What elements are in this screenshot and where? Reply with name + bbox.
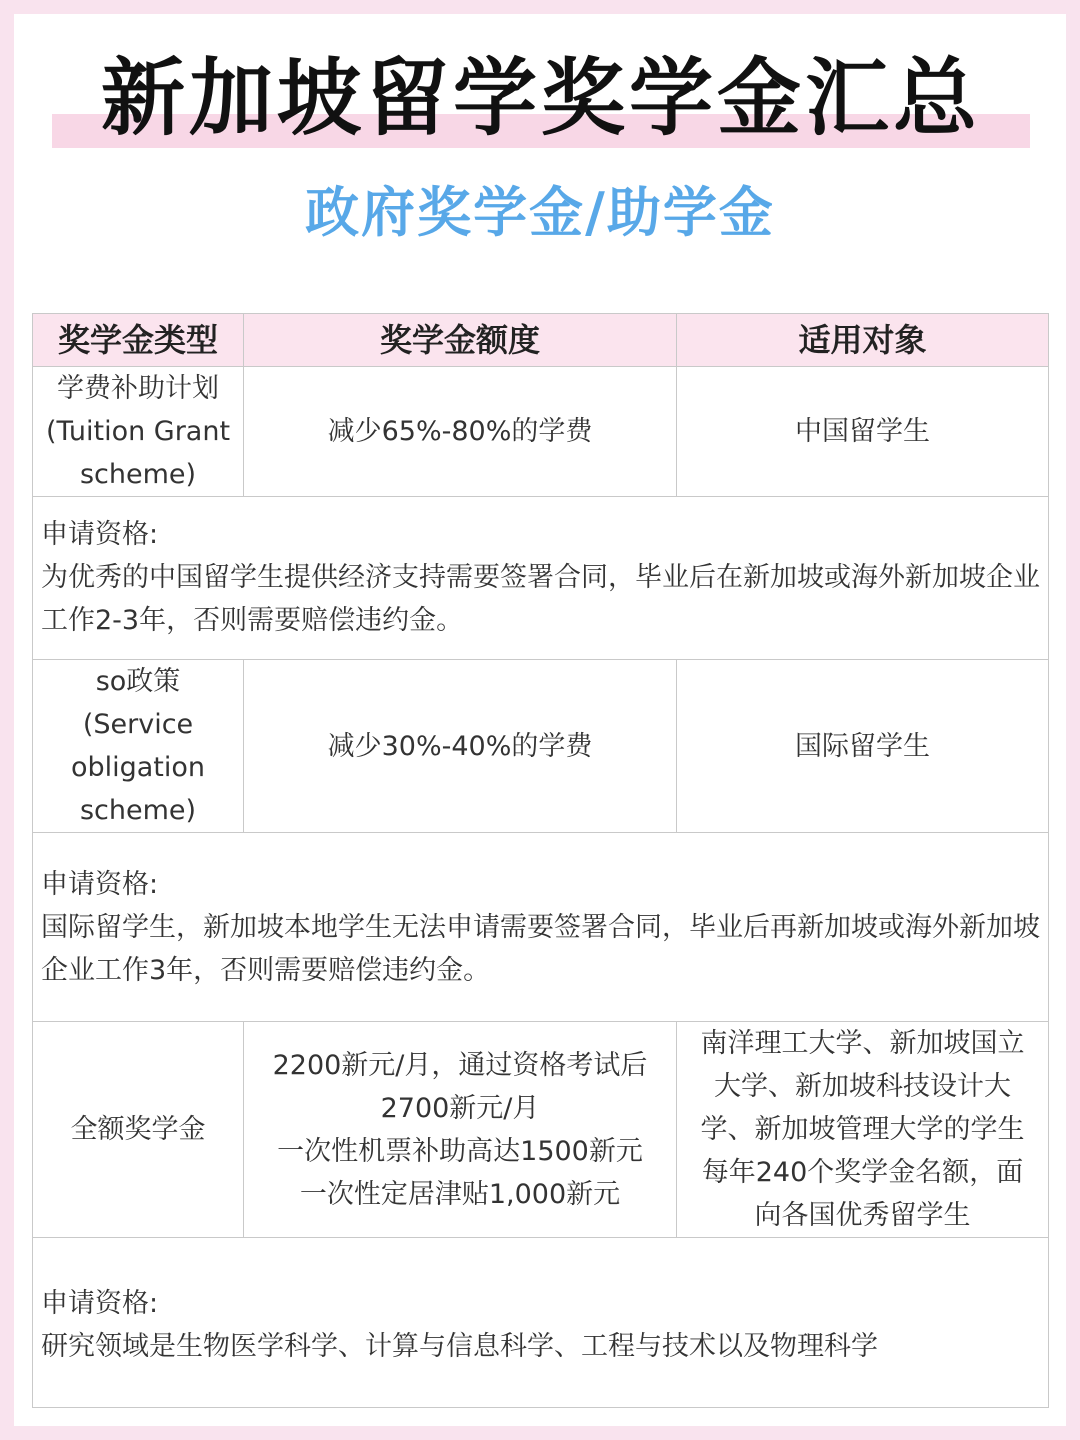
- cell-line: 一次性机票补助高达1500新元: [277, 1135, 643, 1167]
- cell-line: 一次性定居津贴1,000新元: [299, 1178, 621, 1210]
- header-amount: 奖学金额度: [244, 314, 677, 367]
- eligibility-text: 研究领域是生物医学科学、计算与信息科学、工程与技术以及物理科学: [41, 1331, 878, 1362]
- eligibility-text: 为优秀的中国留学生提供经济支持需要签署合同，毕业后在新加坡或海外新加坡企业工作2-3年，否则需要赔偿违约金。: [41, 562, 1040, 636]
- cell-amount: [244, 367, 677, 497]
- eligibility-label: 申请资格:: [41, 519, 159, 550]
- cell-type: [33, 367, 244, 497]
- cell-line: 每年240个奖学金名额，面: [701, 1157, 1024, 1188]
- eligibility-row: [33, 833, 1049, 1022]
- cell-line: 学、新加坡管理大学的学生: [700, 1114, 1025, 1145]
- cell-line: (Service: [82, 709, 194, 740]
- eligibility-cell: [33, 833, 1049, 1022]
- cell-amount: [244, 660, 677, 833]
- title-block: [52, 48, 1030, 158]
- header-type: 奖学金类型: [33, 314, 244, 367]
- cell-line: 减少65%-80%的学费: [327, 416, 593, 447]
- page-title: 新加坡留学奖学金汇总: [100, 49, 981, 147]
- eligibility-label: 申请资格:: [41, 869, 159, 900]
- cell-line: 大学、新加坡科技设计大: [714, 1071, 1011, 1102]
- table-header-row: [33, 314, 1049, 367]
- cell-line: scheme): [79, 795, 197, 826]
- cell-target: [677, 1022, 1049, 1238]
- cell-line: (Tuition Grant: [45, 416, 231, 447]
- cell-line: 2200新元/月，通过资格考试后: [272, 1049, 648, 1081]
- cell-line: 全额奖学金: [70, 1114, 206, 1145]
- cell-line: obligation: [70, 752, 206, 783]
- page-subtitle: 政府奖学金/助学金: [305, 181, 775, 244]
- scholarship-table: [32, 313, 1049, 1408]
- cell-line: 南洋理工大学、新加坡国立: [700, 1028, 1025, 1059]
- cell-line: scheme): [79, 459, 197, 490]
- cell-line: 2700新元/月: [380, 1092, 540, 1124]
- cell-target: [677, 367, 1049, 497]
- cell-line: 学费补助计划: [57, 373, 219, 404]
- cell-line: 国际留学生: [795, 730, 930, 762]
- cell-target: [677, 660, 1049, 833]
- eligibility-row: [33, 497, 1049, 660]
- header-target: 适用对象: [677, 314, 1049, 367]
- table-row: [33, 367, 1049, 497]
- cell-amount: [244, 1022, 677, 1238]
- cell-line: 向各国优秀留学生: [754, 1200, 971, 1231]
- eligibility-label: 申请资格:: [41, 1288, 159, 1319]
- eligibility-cell: [33, 497, 1049, 660]
- eligibility-row: [33, 1238, 1049, 1408]
- cell-type: [33, 660, 244, 833]
- eligibility-text: 国际留学生，新加坡本地学生无法申请需要签署合同，毕业后再新加坡或海外新加坡企业工作3年，否则需要赔偿违约金。: [41, 912, 1040, 986]
- eligibility-cell: [33, 1238, 1049, 1408]
- cell-line: 减少30%-40%的学费: [327, 730, 593, 762]
- table-row: [33, 1022, 1049, 1238]
- cell-line: so政策: [95, 666, 181, 697]
- cell-line: 中国留学生: [795, 416, 930, 447]
- table-row: [33, 660, 1049, 833]
- cell-type: [33, 1022, 244, 1238]
